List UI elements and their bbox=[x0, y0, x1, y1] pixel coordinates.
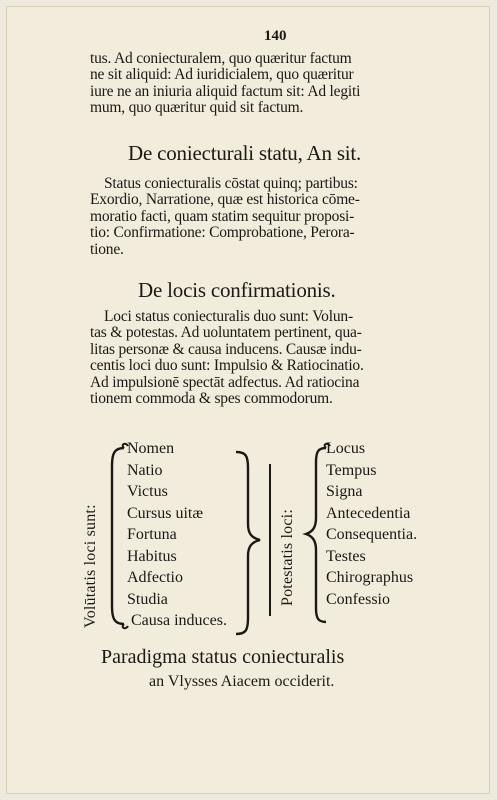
text-line: moratio facti, quam statim sequitur proposi- bbox=[90, 207, 355, 225]
paragraph-loci bbox=[90, 309, 450, 407]
list-item: Adfectio bbox=[127, 569, 183, 586]
text-line: tus. Ad coniecturalem, quo quæritur factum bbox=[90, 50, 352, 67]
list-item: Signa bbox=[326, 483, 363, 500]
potestas-vertical-label: Potestatis loci: bbox=[279, 509, 296, 606]
text-line: tio: Confirmatione: Comprobatione, Perora- bbox=[90, 224, 355, 242]
section-heading-loci: De locis confirmationis. bbox=[138, 278, 336, 302]
text-line: tione. bbox=[90, 240, 124, 258]
list-item: Studia bbox=[127, 590, 168, 608]
text-line: tas & potestas. Ad uoluntatem pertinent, qua- bbox=[90, 324, 362, 342]
book-page bbox=[6, 6, 490, 794]
list-item: Fortuna bbox=[127, 526, 177, 543]
text-line: centis loci duo sunt: Impulsio & Ratiocinatio. bbox=[90, 357, 364, 375]
text-line: mum, quo quæritur quid sit factum. bbox=[90, 99, 304, 117]
text-line: Ad impulsionē spectāt adfectus. Ad ratiocina bbox=[90, 373, 360, 391]
page-number: 140 bbox=[264, 28, 287, 44]
text-line: ne sit aliquid: Ad iuridicialem, quo quæritur bbox=[90, 66, 354, 84]
list-item: Locus bbox=[326, 440, 366, 457]
text-line: Exordio, Narratione, quæ est historica cōme- bbox=[90, 191, 360, 209]
text-line: litas personæ & causa inducens. Causæ indu- bbox=[90, 340, 362, 358]
list-item: Natio bbox=[127, 461, 163, 479]
section-heading-coniecturali: De coniecturali statu, An sit. bbox=[128, 141, 362, 165]
list-item: Causa induces. bbox=[131, 612, 227, 629]
potestas-list bbox=[326, 438, 417, 610]
text-line: Status coniecturalis cōstat quinq; partibus: bbox=[104, 175, 358, 192]
text-line: tionem commoda & spes commodorum. bbox=[90, 390, 333, 408]
list-item: Chirographus bbox=[326, 569, 414, 586]
voluntas-list bbox=[127, 438, 227, 632]
paradigma-title: Paradigma status coniecturalis bbox=[101, 646, 345, 668]
paragraph-status bbox=[90, 176, 450, 258]
list-item: Confessio bbox=[326, 590, 390, 608]
paradigma-subtitle: an Vlysses Aiacem occiderit. bbox=[149, 673, 335, 690]
potestas-bar-icon bbox=[256, 460, 280, 620]
list-item: Nomen bbox=[127, 440, 175, 457]
list-item: Victus bbox=[127, 483, 168, 500]
text-line: iure ne an iniuria aliquid factum sit: Ad legiti bbox=[90, 82, 361, 100]
list-item: Cursus uitæ bbox=[127, 504, 204, 522]
voluntas-vertical-label: Volūtatis loci sunt: bbox=[82, 504, 99, 628]
intro-paragraph bbox=[90, 51, 450, 117]
list-item: Antecedentia bbox=[326, 504, 411, 522]
list-item: Tempus bbox=[326, 461, 377, 479]
list-item: Consequentia. bbox=[326, 526, 418, 543]
list-item: Habitus bbox=[127, 547, 177, 565]
list-item: Testes bbox=[326, 547, 366, 565]
text-line: Loci status coniecturalis duo sunt: Volun- bbox=[104, 308, 353, 325]
